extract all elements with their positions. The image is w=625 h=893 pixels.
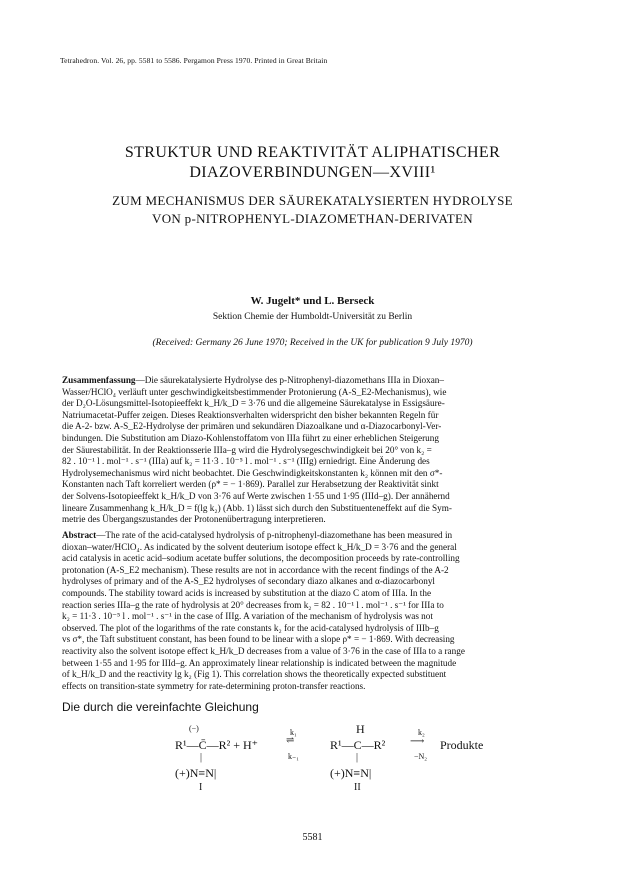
abstract-line: protonation (A-S_E2 mechanism). These results are not in accordance with the recent findings of the A-2 (62, 564, 449, 575)
zusammenfassung-line: 82 . 10⁻¹ l . mol⁻¹ . s⁻¹ (IIIa) auf k₂ = 11·3 . 10⁻⁵ l . mol⁻¹ . s⁻¹ (IIIg) erniedrigt. Eine Änderung des (62, 456, 430, 467)
eq-middle: R¹—C—R² (330, 738, 386, 752)
eq-left-side: R¹—C̄—R² + H⁺ (175, 738, 258, 752)
affiliation: Sektion Chemie der Humboldt-Universität zu Berlin (212, 312, 413, 322)
abstract-line: —The rate of the acid-catalysed hydrolysis of p-nitrophenyl-diazomethane has been measured in (96, 530, 453, 540)
journal-header: Tetrahedron. Vol. 26, pp. 5581 to 5586. Pergamon Press 1970. Printed in Great Britain (60, 56, 328, 65)
zusammenfassung-line: der Säurestabilität. In der Reaktionsserie IIIa–g wird die Hydrolysegeschwindigkeit bei 20° von k₂ = (62, 444, 432, 455)
abstract-line: dioxan–water/HClO₄. As indicated by the solvent deuterium isotope effect k_H/k_D = 3·76 and the general (62, 541, 457, 552)
abstract (62, 530, 567, 692)
intro-sentence: Die durch die vereinfachte Gleichung (62, 700, 259, 714)
eq-k-back: k₋₁ (288, 752, 300, 761)
eq-h-top: H (356, 722, 365, 736)
eq-sub-right: (+)N≡N| (330, 766, 372, 780)
eq-bond-left: | (200, 752, 203, 763)
authors: W. Jugelt* und L. Berseck (250, 295, 375, 307)
eq-equilibrium-arrow: ⇌ (286, 735, 295, 746)
eq-product: Produkte (440, 738, 484, 752)
eq-label-2: II (354, 782, 361, 793)
abstract-line: between 1·55 and 1·95 for IIId–g. An approximately linear relationship is indicated between the magnitude (62, 657, 457, 668)
title-line-2: DIAZOVERBINDUNGEN—XVIII¹ (189, 164, 436, 181)
reaction-equation (0, 722, 625, 822)
eq-arrow: ⟶ (410, 736, 425, 747)
zusammenfassung (62, 375, 567, 526)
eq-k-forward: k₁ (290, 728, 297, 737)
abstract-line: observed. The plot of the logarithms of the rate constants k₂ for the acid-catalysed hydrolysis of IIIb–g (62, 622, 439, 633)
eq-sub-left: (+)N≡N| (175, 766, 217, 780)
eq-label-1: I (199, 782, 203, 793)
zusammenfassung-line: der Solvens-Isotopieeffekt k_H/k_D von 3·76 auf Werte zwischen 1·55 und 1·95 (IIId–g). Der annähernd (62, 490, 450, 501)
page-number: 5581 (302, 832, 323, 843)
subtitle-line-2: VON p-NITROPHENYL-DIAZOMETHAN-DERIVATEN (152, 211, 473, 226)
zusammenfassung-line: lineare Zusammenhang k_H/k_D = f(lg k₂) (Abb. 1) lässt sich durch den Substituenteneffekt auf die Sym- (62, 502, 452, 513)
abstract-line: hydrolyses of primary and of the A-S_E2 hydrolyses of secondary diazo alkanes and α-diazocarbonyl (62, 576, 435, 587)
zusammenfassung-line: Konstanten nach Taft korreliert werden (ρ* = − 1·869). Parallel zur Herabsetzung der Reaktivität sinkt (62, 479, 439, 490)
zusammenfassung-line: die A-2- bzw. A-S_E2-Hydrolyse der primären und sekundären Diazoalkane und α-Diazocarbonyl-Ver- (62, 421, 442, 432)
eq-n2-loss: −N₂ (414, 752, 428, 761)
abstract-label: Abstract (62, 530, 97, 540)
abstract-line: effects on transition-state symmetry for rate-determining proton-transfer reactions. (62, 680, 366, 691)
abstract-line: k₂ = 11·3 . 10⁻⁵ l . mol⁻¹ . s⁻¹ in the case of IIIg. A variation of the mechanism of hydrolysis was not (62, 611, 433, 622)
zusammenfassung-line: metrie des Übergangszustandes der Protonenübertragung interpretieren. (62, 514, 326, 525)
zusammenfassung-line: bindungen. Die Substitution am Diazo-Kohlenstoffatom von IIIa führt zu einer erheblichen Steigerung (62, 432, 439, 443)
abstract-line: reaction series IIIa–g the rate of hydrolysis at 20° decreases from k₂ = 82 . 10⁻¹ l . mol⁻¹ . s⁻¹ for IIIa to (62, 599, 444, 610)
zusammenfassung-line: Hydrolysemechanismus wird nicht beobachtet. Die Geschwindigkeitskonstanten k₂ können mit den σ*- (62, 467, 443, 478)
zusammenfassung-line: Natriumacetat-Puffer zeigen. Dieses Reaktionsverhalten widerspricht den bisher bekannten Regeln für (62, 409, 439, 420)
zusammenfassung-line: der D₂O-Lösungsmittel-Isotopieeffekt k_H/k_D = 3·76 und die allgemeine Säurekatalyse in Essigsäure- (62, 398, 445, 409)
abstract-line: of k_H/k_D and the reactivity lg k₂ (Fig 1). This correlation shows the theoretically expected substituent (62, 669, 447, 680)
abstract-text (62, 530, 465, 691)
zusammenfassung-text (62, 375, 452, 524)
abstract-line: acid catalysis in acetic acid–sodium acetate buffer solutions, the decomposition proceeds by rate-controlling (62, 553, 460, 564)
subtitle-line-1: ZUM MECHANISMUS DER SÄUREKATALYSIERTEN HYDROLYSE (112, 193, 513, 208)
eq-k2: k₂ (418, 728, 425, 737)
eq-minus-charge: (−) (189, 724, 199, 733)
abstract-line: vs σ*, the Taft substituent constant, has been found to be linear with a slope ρ* = − 1·869. With decreasing (62, 634, 455, 645)
title-line-1: STRUKTUR UND REAKTIVITÄT ALIPHATISCHER (124, 144, 501, 161)
abstract-line: compounds. The stability toward acids is increased by substitution at the diazo C atom of IIIa. In the (62, 587, 432, 598)
zusammenfassung-line: Wasser/HClO₄ verläuft unter geschwindigkeitsbestimmender Protonierung (A-S_E2-Mechanismus), wie (62, 386, 447, 397)
zusammenfassung-label: Zusammenfassung (62, 375, 136, 385)
received-dates: (Received: Germany 26 June 1970; Received in the UK for publication 9 July 1970) (152, 338, 473, 348)
abstract-line: reactivity also the solvent isotope effect k_H/k_D decreases from a value of 3·76 in the case of IIIa to a range (62, 645, 465, 656)
eq-bond-right: | (356, 752, 359, 763)
zusammenfassung-line: —Die säurekatalysierte Hydrolyse des p-Nitrophenyl-diazomethans IIIa in Dioxan– (135, 375, 444, 385)
